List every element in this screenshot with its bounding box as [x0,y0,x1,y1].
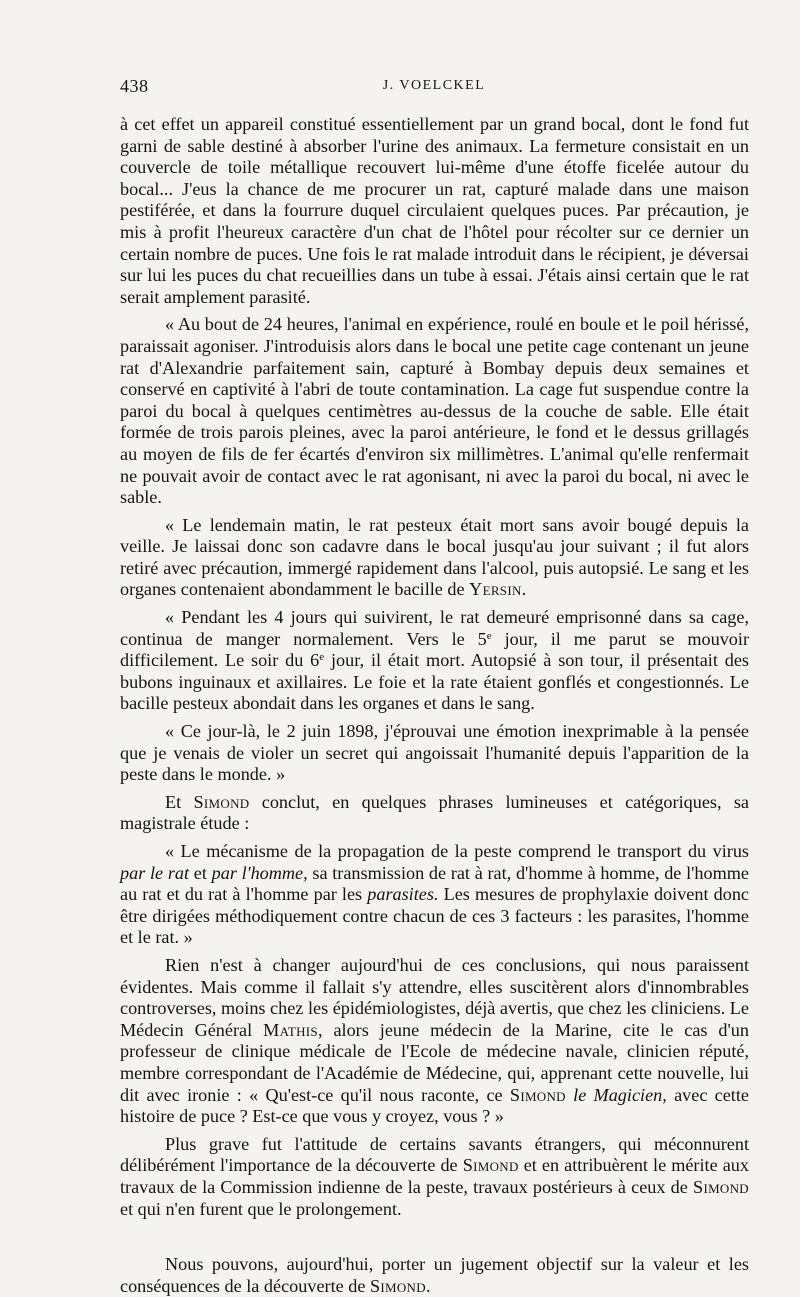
paragraph: à cet effet un appareil constitué essentiellement par un grand bocal, dont le fond fut garni de sable destiné à absorber l'urine des animaux. La fermeture consistait en un couvercle de toile métallique recouvert lui-même d'une étoffe ficelée autour du bocal... J'eus la chance de me procurer un rat, capturé malade dans une maison pestiférée, et dans la fourrure duquel circulaient quelques puces. Par précaution, je mis à profit l'heureux caractère d'un chat de l'hôtel pour récolter sur ce dernier un certain nombre de puces. Une fois le rat malade introduit dans le récipient, je déversai sur lui les puces du chat recueillies dans un tube à essai. J'étais ainsi certain que le rat serait amplement parasité. [120,114,749,307]
italic-text: le Magicien, [565,1084,667,1105]
author-name: Simond [509,1084,566,1105]
text-span: . [521,579,527,600]
text-span: « Pendant les 4 jours qui suivirent, le rat demeuré emprisonné dans sa cage, continua de manger normalement. Vers le 5 [120,607,749,649]
paragraph [120,792,749,835]
text-span: et qui n'en furent que le prolongement. [120,1198,402,1219]
paragraph [120,607,749,715]
paragraph: « Ce jour-là, le 2 juin 1898, j'éprouvai une émotion inexprimable à la pensée que je venais de violer un secret qui angoissait l'humanité depuis l'apparition de la peste dans le monde. » [120,721,749,785]
body-text [120,114,749,1297]
text-span: et en attribuèrent le mérite aux travaux de la Commission indienne de la peste, travaux postérieurs à ceux de [120,1155,749,1197]
text-span: , alors jeune médecin de la Marine, cite le cas d'un professeur de clinique médicale de l'Ecole de médecine navale, clinicien réputé, membre correspondant de l'Académie de Médecine, qui, apprenant cette nouvelle, lui dit avec ironie : « Qu'est-ce qu'il nous raconte, ce [120,1019,749,1105]
author-name: Simond [193,791,250,812]
page-number: 438 [120,76,149,96]
text-span: « Le mécanisme de la propagation de la peste comprend le transport du virus [165,841,749,861]
paragraph [120,955,749,1128]
superscript: e [319,651,325,664]
paragraph [120,1254,749,1297]
paragraph [120,515,749,601]
italic-text: par l'homme, [211,862,308,883]
text-span: sa transmission de rat à rat, d'homme à homme, de l'homme au rat et du rat à l'homme par les [120,862,749,905]
author-name: Yersin [469,579,522,600]
italic-text: par le rat [120,862,190,883]
paragraph [120,1134,749,1220]
author-name: Simond [693,1176,749,1197]
text-span: avec cette histoire de puce ? Est-ce que vous y croyez, vous ? » [120,1084,749,1127]
text-span: « Le lendemain matin, le rat pesteux était mort sans avoir bougé depuis la veille. Je laissai donc son cadavre dans le bocal jusqu'au jour suivant ; il fut alors retiré avec précaution, immergé rapidement dans l'alcool, puis autopsié. Le sang et les organes contenaient abondamment le bacille de [120,514,749,600]
author-name: Simond [462,1155,519,1176]
text-span: Rien n'est à changer aujourd'hui de ces conclusions, qui nous paraissent évidentes. Mais comme il fallait s'y attendre, elles suscitèrent alors d'innombrables controverses, moins chez les épidémiologistes, déjà avertis, que chez les cliniciens. Le Médecin Général [120,954,749,1040]
text-span: et [189,862,212,883]
italic-text: parasites. [367,884,439,905]
paragraph: « Au bout de 24 heures, l'animal en expérience, roulé en boule et le poil hérissé, paraissait agoniser. J'introduisis alors dans le bocal une petite cage contenant un jeune rat d'Alexandrie parfaitement sain, capturé à Bombay depuis deux semaines et conservé en captivité à l'abri de toute contamination. La cage fut suspendue contre la paroi du bocal à quelques centimètres au-dessus de la couche de sable. Elle était formée de trois parois pleines, avec la paroi antérieure, le fond et le dessus grillagés au moyen de fils de fer écartés d'environ six millimètres. L'animal qu'elle renfermait ne pouvait avoir de contact avec le rat agonisant, ni avec la paroi du bocal, ni avec le sable. [120,314,749,508]
paragraph [120,841,749,949]
page-header [120,76,748,100]
superscript: e [486,629,492,642]
author-name: Mathis [263,1019,318,1040]
text-span: . [425,1275,431,1296]
text-span: jour, il me parut se mouvoir difficilement. Le soir du 6 [120,628,749,671]
text-span: Nous pouvons, aujourd'hui, porter un jugement objectif sur la valeur et les conséquences de la découverte de [120,1254,749,1296]
text-span: Les mesures de prophylaxie doivent donc être dirigées méthodiquement contre chacun de ces 3 facteurs : les parasites, l'homme et le rat. » [120,884,749,948]
author-name: Simond [369,1275,426,1296]
running-head: J. VOELCKEL [382,78,486,93]
text-span: Plus grave fut l'attitude de certains savants étrangers, qui méconnurent délibérément l'importance de la découverte de [120,1133,749,1176]
text-span: Et [165,791,194,812]
text-span: jour, il était mort. Autopsié à son tour, il présentait des bubons inguinaux et axillaires. Le foie et la rate étaient gonflés et congestionnés. Le bacille pesteux abondait dans les organes et dans le sang. [120,650,749,714]
text-span: conclut, en quelques phrases lumineuses et catégoriques, sa magistrale étude : [120,791,749,834]
